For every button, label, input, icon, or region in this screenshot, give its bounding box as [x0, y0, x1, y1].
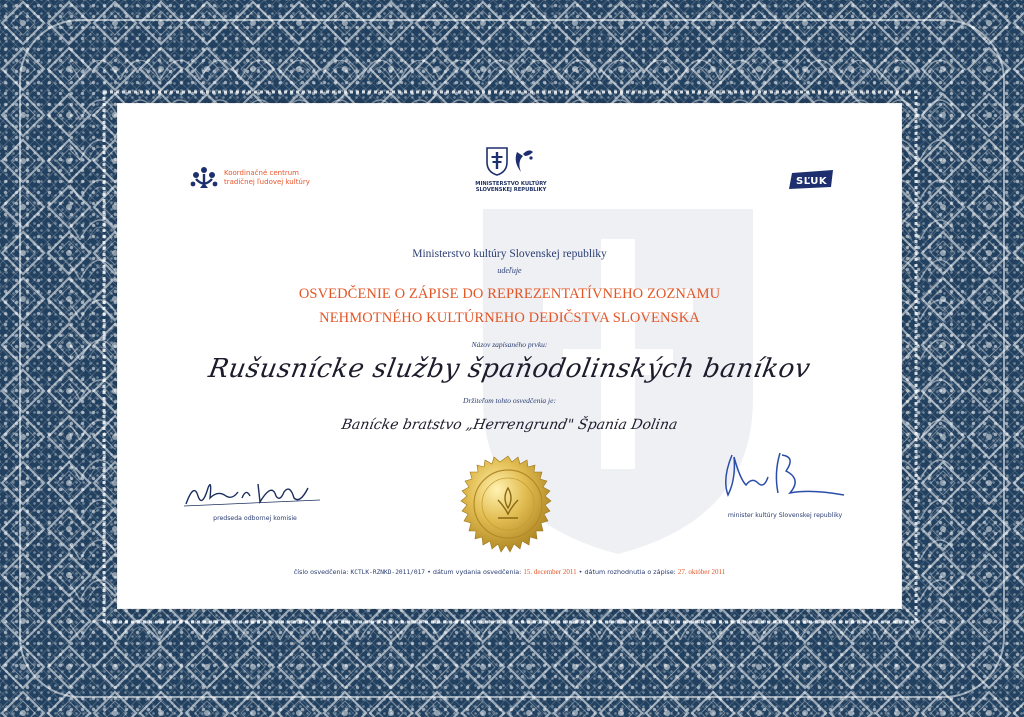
- footer-separator-1: •: [427, 568, 431, 576]
- certificate-title-line1: OSVEDČENIE O ZÁPISE DO REPREZENTATÍVNEHO ZOZNAMU: [298, 286, 721, 302]
- sluk-logo-text: SĽUK: [796, 176, 828, 187]
- kctlk-logo-line1: Koordinačné centrum: [224, 169, 299, 177]
- issue-date-value: 15. december 2011: [523, 568, 577, 576]
- decision-date-value: 27. október 2011: [677, 568, 726, 576]
- ministry-logo-line1: MINISTERSTVO KULTÚRY: [475, 181, 547, 187]
- minister-signature-block: [710, 449, 860, 519]
- certificate-title-line2: NEHMOTNÉHO KULTÚRNEHO DEDIČSTVA SLOVENSKA: [319, 310, 700, 326]
- footer-separator-2: •: [578, 568, 583, 576]
- certificate-number-label: číslo osvedčenia:: [293, 568, 349, 576]
- folk-culture-emblem-icon: [190, 166, 218, 190]
- sluk-logo: [789, 170, 835, 195]
- holder-name: Banícke bratstvo „Herrengrund" Špania Dolina: [340, 417, 679, 433]
- ministry-logo: [475, 146, 547, 193]
- commission-chair-signature-block: [180, 474, 330, 522]
- minister-caption: minister kultúry Slovenskej republiky: [727, 512, 843, 519]
- certificate-paper: [118, 104, 901, 608]
- commission-chair-signature: [180, 474, 330, 510]
- ministry-logo-line2: SLOVENSKEJ REPUBLIKY: [475, 187, 547, 193]
- element-label: Názov zapísaného prvku:: [471, 340, 548, 349]
- certificate-footer: [118, 568, 901, 576]
- minister-signature: [710, 449, 860, 507]
- decision-date-label: dátum rozhodnutia o zápise:: [584, 568, 676, 576]
- element-name: Rušusnícke služby špaňodolinských baníkov: [206, 354, 813, 384]
- holder-label: Držiteľom tohto osvedčenia je:: [463, 396, 556, 405]
- sluk-badge: [789, 170, 835, 190]
- kctlk-logo-line2: tradičnej ľudovej kultúry: [224, 178, 310, 186]
- ministry-emblem-icon: [483, 146, 539, 176]
- kctlk-logo: [190, 166, 310, 190]
- commission-chair-caption: predseda odbornej komisie: [213, 515, 297, 522]
- certificate-number-value: KCTLK-RZNKD-2011/017: [350, 569, 426, 576]
- issue-date-label: dátum vydania osvedčenia:: [432, 568, 522, 576]
- ministry-name: Ministerstvo kultúry Slovenskej republiky: [412, 248, 607, 260]
- gold-seal: [454, 454, 562, 562]
- grants-label: udeľuje: [497, 266, 522, 275]
